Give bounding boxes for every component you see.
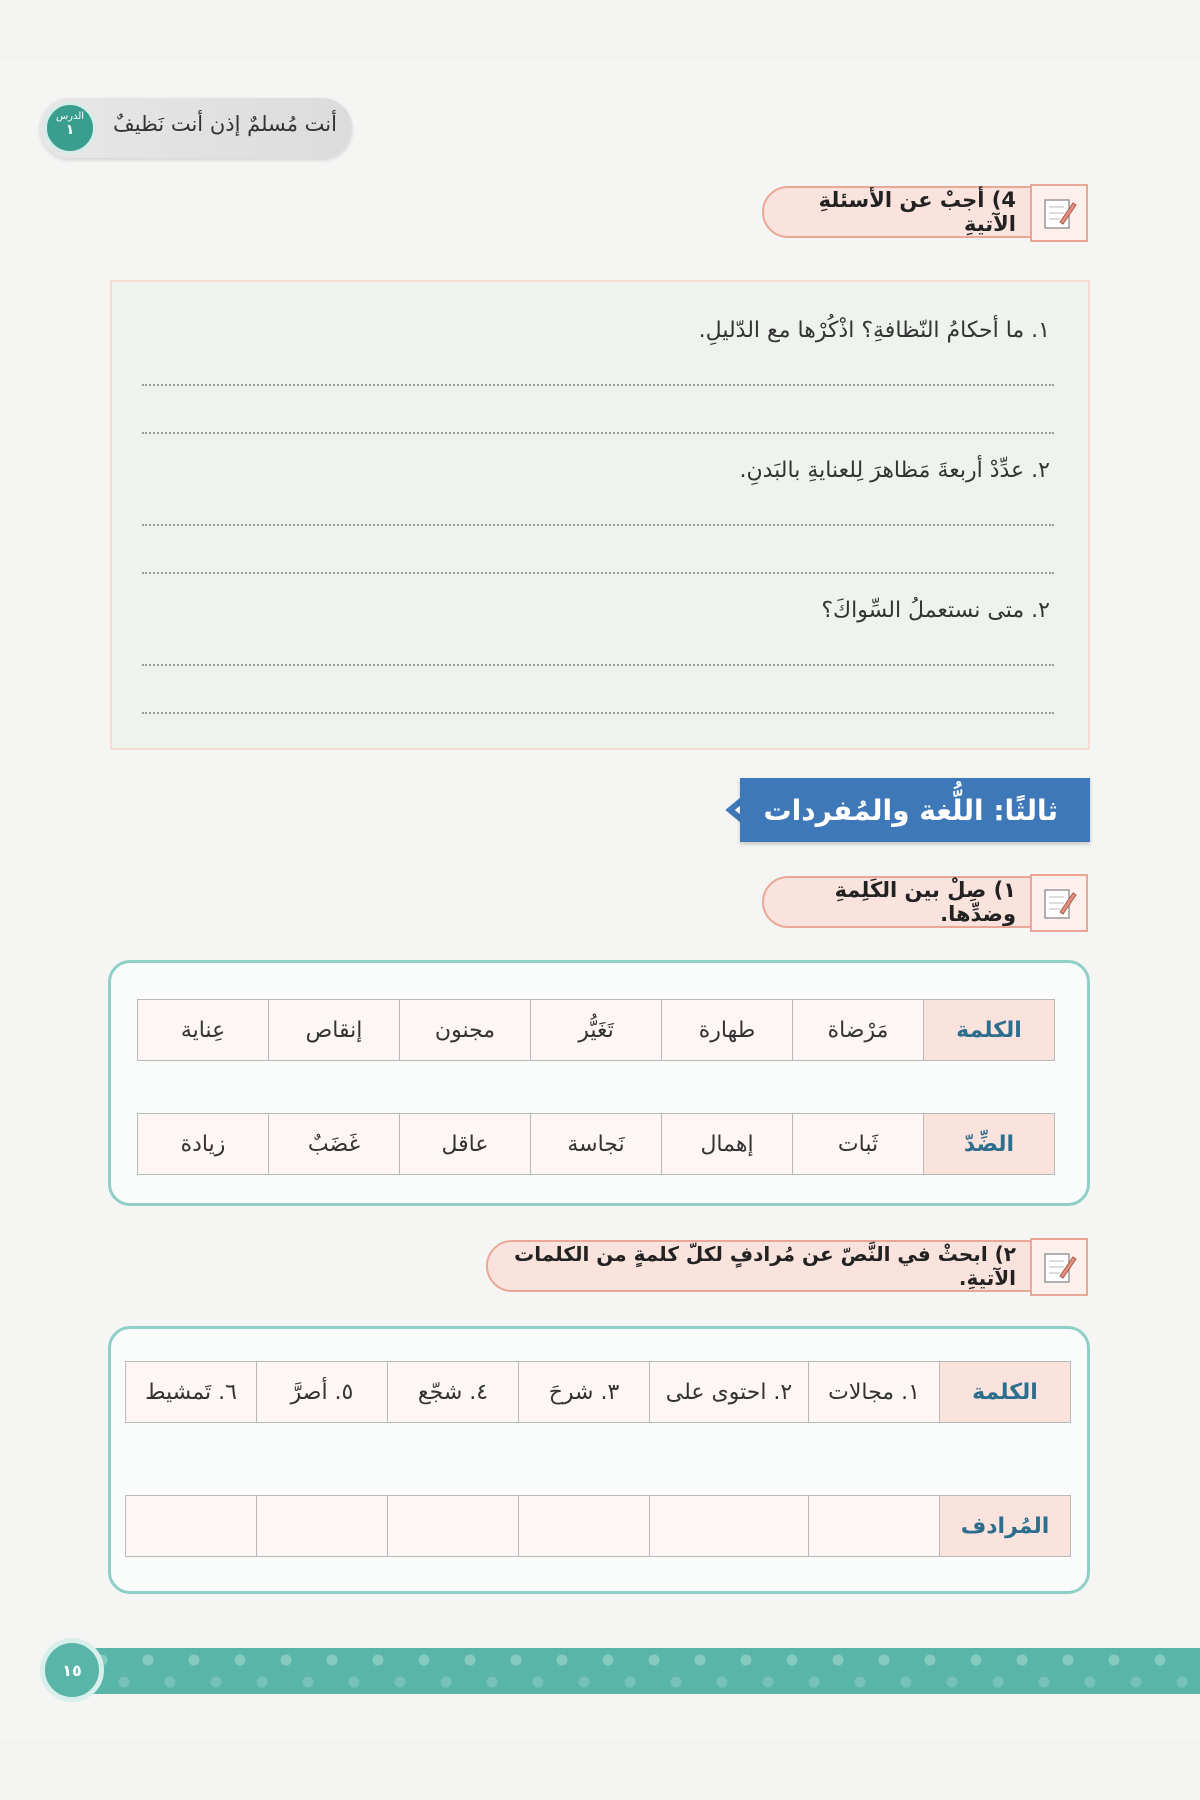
word-cell: ٣. شرحَ: [518, 1361, 650, 1423]
word-cell: ٥. أصرَّ: [256, 1361, 388, 1423]
word-cell: ٢. احتوى على: [649, 1361, 809, 1423]
opposite-cell[interactable]: إهمال: [661, 1113, 793, 1175]
word-cell[interactable]: إنقاص: [268, 999, 400, 1061]
word-header: الكلمة: [939, 1361, 1071, 1423]
word-cell[interactable]: مجنون: [399, 999, 531, 1061]
word-cell[interactable]: عِناية: [137, 999, 269, 1061]
opposite-header: الضِّدّ: [923, 1113, 1055, 1175]
word-cell[interactable]: تَغَيُّر: [530, 999, 662, 1061]
ex2-synonyms-row: [126, 1495, 1071, 1557]
word-cell[interactable]: طهارة: [661, 999, 793, 1061]
ex1-instruction: [762, 876, 1088, 928]
answer-line[interactable]: [142, 712, 1054, 714]
answer-line[interactable]: [142, 572, 1054, 574]
synonym-answer-cell[interactable]: [125, 1495, 257, 1557]
word-cell: ٤. شجّع: [387, 1361, 519, 1423]
synonym-header: المُرادف: [939, 1495, 1071, 1557]
lesson-label: الدرس: [55, 111, 85, 122]
word-cell[interactable]: مَرْضاة: [792, 999, 924, 1061]
ex2-instruction-text: ٢) ابحثْ في النَّصّ عن مُرادفٍ لكلّ كلمةٍ من الكلمات الآتيةِ.: [514, 1242, 1016, 1290]
q4-instruction-text: 4) أجبْ عن الأسئلةِ الآتيةِ: [818, 188, 1016, 236]
answer-line[interactable]: [142, 524, 1054, 526]
ex1-table-card: [108, 960, 1090, 1206]
page-number-badge: [40, 1638, 104, 1702]
pen-notepad-icon: [1030, 1238, 1088, 1296]
opposite-cell[interactable]: عاقل: [399, 1113, 531, 1175]
section-title: ثالثًا: اللُّغة والمُفردات: [763, 793, 1058, 827]
word-cell: ١. مجالات: [808, 1361, 940, 1423]
synonym-answer-cell[interactable]: [649, 1495, 809, 1557]
ex1-words-row: [138, 999, 1055, 1061]
pen-notepad-icon: [1030, 184, 1088, 242]
word-cell: ٦. تَمشيط: [125, 1361, 257, 1423]
lesson-number: ١: [65, 122, 75, 138]
opposite-cell[interactable]: ثَبات: [792, 1113, 924, 1175]
ex2-words-row: [126, 1361, 1071, 1423]
page-number: ١٥: [62, 1660, 82, 1680]
ex2-table-card: [108, 1326, 1090, 1594]
question-3: ٢. متى نستعملُ السِّواكَ؟: [821, 598, 1050, 623]
q4-instruction: [762, 186, 1088, 238]
synonym-answer-cell[interactable]: [808, 1495, 940, 1557]
opposite-cell[interactable]: نَجاسة: [530, 1113, 662, 1175]
word-header: الكلمة: [923, 999, 1055, 1061]
question-1: ١. ما أحكامُ النّظافةِ؟ اذْكُرْها مع الدّليلِ.: [698, 318, 1050, 343]
synonym-answer-cell[interactable]: [256, 1495, 388, 1557]
answer-line[interactable]: [142, 664, 1054, 666]
lesson-title: أنت مُسلمٌ إذن أنت نَظيفٌ: [113, 112, 337, 136]
question-2: ٢. عدِّدْ أربعةَ مَظاهرَ لِلعنايةِ بالبَدنِ.: [739, 458, 1050, 483]
synonym-answer-cell[interactable]: [387, 1495, 519, 1557]
opposite-cell[interactable]: غَضَبٌ: [268, 1113, 400, 1175]
ex2-instruction: [486, 1240, 1088, 1292]
ex1-instruction-text: ١) صِلْ بين الكَلِمةِ وضدِّها.: [834, 878, 1016, 926]
opposite-cell[interactable]: زيادة: [137, 1113, 269, 1175]
answer-line[interactable]: [142, 432, 1054, 434]
answer-line[interactable]: [142, 384, 1054, 386]
synonym-answer-cell[interactable]: [518, 1495, 650, 1557]
ex1-opposites-row: [138, 1113, 1055, 1175]
lesson-badge: [44, 102, 96, 154]
footer-ornament-band: [90, 1648, 1200, 1694]
q4-answer-box: [110, 280, 1090, 750]
pen-notepad-icon: [1030, 874, 1088, 932]
section-banner: [740, 778, 1090, 842]
